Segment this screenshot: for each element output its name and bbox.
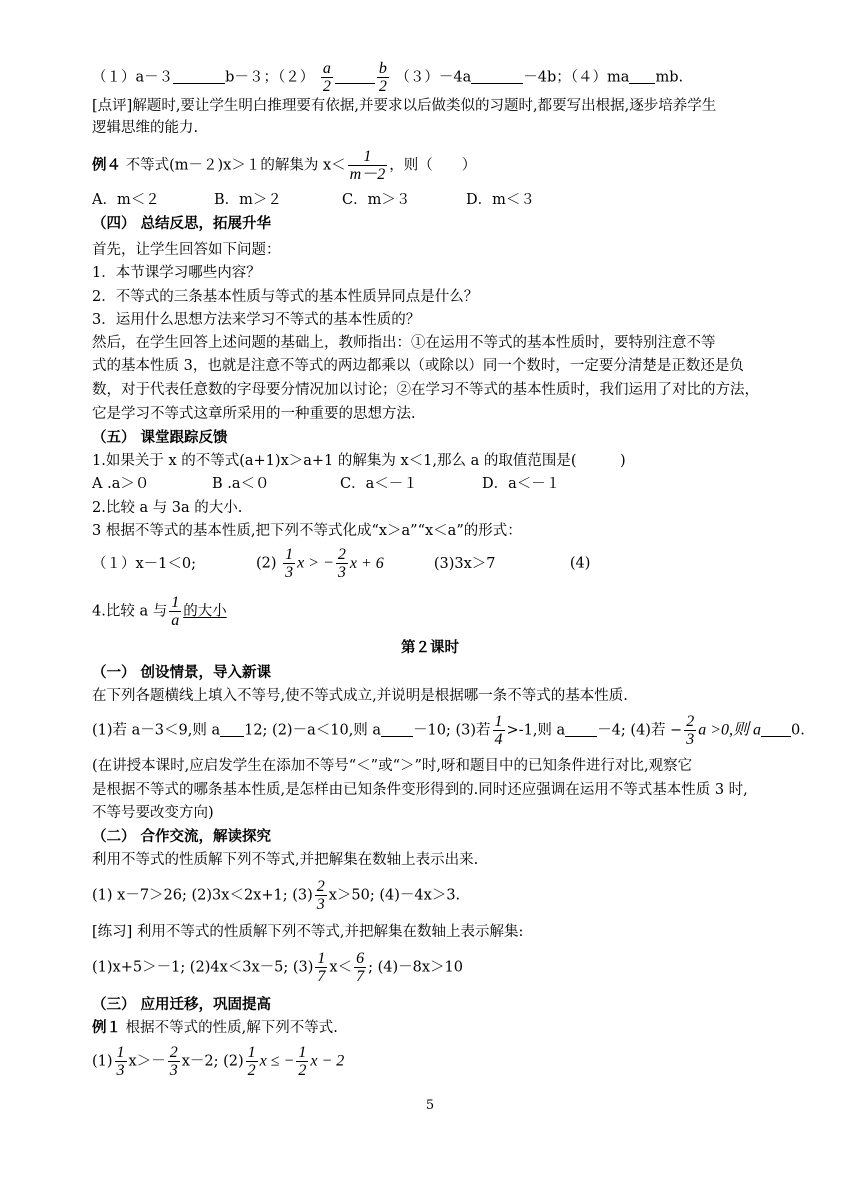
- text: （３）－4a: [395, 69, 472, 86]
- option-a: A．m＜２: [92, 192, 160, 208]
- fraction-1-over-a: $\frac{1}{a}$: [171, 594, 180, 629]
- text: 的大小: [183, 603, 227, 620]
- s1-note: 不等号要改变方向): [92, 805, 214, 821]
- fraction-2-3: $\frac{2}{3}$: [169, 1044, 178, 1079]
- fraction-b-over-2: $\frac{b}{2}$: [378, 60, 387, 95]
- sec4-line: 然后，在学生回答上述问题的基础上，教师指出：①在运用不等式的基本性质时，要特别注意不等: [92, 335, 716, 351]
- blank: [471, 69, 523, 84]
- option-b: B．m＞２: [214, 192, 282, 208]
- lesson-2-title: 第２课时: [401, 640, 459, 656]
- fill-blank-line-1: [92, 60, 683, 95]
- text: mb.: [655, 69, 684, 86]
- option-d: D．a＜－１: [482, 476, 561, 492]
- item-4: (4): [569, 555, 591, 572]
- item-3: (3)3x＞7: [433, 555, 496, 572]
- section-heading-5: （五） 课堂跟踪反馈: [92, 430, 228, 446]
- fraction-1-7: $\frac{1}{7}$: [317, 950, 326, 985]
- item-1: （１）x－1＜0;: [92, 555, 197, 572]
- s1-note: 是根据不等式的哪条基本性质,是怎样由已知条件变形得到的.同时还应强调在运用不等式基本性质 3 时,: [92, 782, 748, 798]
- practice-text: [练习] 利用不等式的性质解下列不等式,并把解集在数轴上表示解集:: [92, 924, 524, 940]
- fraction-1-2: $\frac{1}{2}$: [298, 1044, 307, 1079]
- example-tail: ，则（ ）: [389, 157, 477, 174]
- sec4-line: 首先，让学生回答如下问题：: [92, 242, 281, 258]
- blank: [335, 69, 375, 84]
- section-heading-3: （三） 应用迁移，巩固提高: [92, 997, 272, 1013]
- comment-line-2: 逻辑思维的能力.: [92, 120, 199, 136]
- sec4-line: 式的基本性质 3，也就是注意不等式的两边都乘以（或除以）同一个数时，一定要分清楚是正数还是负: [92, 358, 744, 374]
- comment-line-1: [点评]解题时,要让学生明白推理要有依据,并要求以后做类似的习题时,都要写出根据,逐步培养学生: [92, 98, 717, 114]
- text: －4b；（４）ma: [523, 69, 630, 86]
- example-4: [92, 148, 476, 183]
- feedback-1: 1.如果关于 x 的不等式(a+1)x＞a+1 的解集为 x＜1,那么 a 的取值范围是( ): [92, 453, 626, 469]
- option-c: C．m＞３: [342, 192, 411, 208]
- feedback-2: 2.比较 a 与 3a 的大小.: [92, 500, 243, 516]
- example-4-options: [92, 190, 535, 210]
- fraction-2-3: $\frac{2}{3}$: [316, 878, 325, 913]
- s1-exercises: (1)若 a－3＜9,则 a 12; (2)－a＜10,则 a －10; (3)若 $\frac{1}{4}$ >-1,则 a －4; (4)若 − $\frac{2}{3}$ a >0,则 a 0.: [92, 713, 805, 748]
- feedback-3-items: [92, 546, 590, 581]
- feedback-3: 3 根据不等式的基本性质,把下列不等式化成“x＞a”“x＜a”的形式：: [92, 523, 522, 539]
- practice-exercises: (1)x+5＞－1; (2)4x＜3x－5; (3) $\frac{1}{7}$ x＜ $\frac{6}{7}$ ; (4)－8x＞10: [92, 950, 463, 985]
- fraction-1-3: $\frac{1}{3}$: [285, 546, 294, 581]
- option-b: B .a＜０: [212, 476, 270, 492]
- text: （１）a－３: [92, 69, 174, 86]
- sec4-line: 1．本节课学习哪些内容？: [92, 265, 261, 281]
- feedback-4: [92, 594, 227, 629]
- expr: x > −: [297, 554, 334, 572]
- example-1: 例１ 根据不等式的性质,解下列不等式.: [92, 1020, 338, 1036]
- example-text: 不等式(m－２)x＞１的解集为 x＜: [125, 157, 346, 174]
- example-label: 例４: [92, 157, 121, 174]
- fraction-1-over-m-2: $\frac{1}{m-2}$: [349, 148, 386, 183]
- s2-text: 利用不等式的性质解下列不等式,并把解集在数轴上表示出来.: [92, 852, 479, 868]
- fraction-2-3: $\frac{2}{3}$: [337, 546, 346, 581]
- section-heading-1: （一） 创设情景，导入新课: [92, 665, 272, 681]
- fraction-6-7: $\frac{6}{7}$: [356, 950, 365, 985]
- section-heading-2: （二） 合作交流，解读探究: [92, 829, 272, 845]
- example-1-exercises: (1) $\frac{1}{3}$ x＞－ $\frac{2}{3}$ x－2; (2) $\frac{1}{2}$ x ≤ − $\frac{1}{2}$ x − 2: [92, 1044, 345, 1079]
- s2-exercises: (1) x－7＞26; (2)3x＜2x+1; (3) $\frac{2}{3}$ x＞50; (4)－4x＞3.: [92, 878, 461, 913]
- fraction-a-over-2: $\frac{a}{2}$: [322, 60, 331, 95]
- sec4-line: 它是学习不等式这章所采用的一种重要的思想方法.: [92, 406, 416, 422]
- expr: x + 6: [349, 554, 384, 572]
- sec4-line: 3．运用什么思想方法来学习不等式的基本性质的？: [92, 312, 421, 328]
- sec4-line: 2．不等式的三条基本性质与等式的基本性质异同点是什么？: [92, 289, 479, 305]
- fraction-1-2: $\frac{1}{2}$: [247, 1044, 256, 1079]
- blank: [629, 69, 655, 84]
- section-heading-4: （四） 总结反思，拓展升华: [92, 216, 272, 232]
- option-a: A .a＞０: [92, 476, 150, 492]
- sec4-line: 数，对于代表任意数的字母要分情况加以讨论；②在学习不等式的基本性质时，我们运用了对比的方法，: [92, 382, 759, 398]
- option-d: D．m＜３: [466, 192, 535, 208]
- s1-note: (在讲授本课时,应启发学生在添加不等号“＜”或“＞”时,呀和题目中的已知条件进行对比,观察它: [92, 758, 693, 774]
- item-2-label: (2): [256, 555, 277, 572]
- text: 4.比较 a 与: [92, 603, 168, 620]
- fraction-2-3: $\frac{2}{3}$: [686, 713, 695, 748]
- blank: [173, 69, 225, 84]
- fraction-1-3: $\frac{1}{3}$: [116, 1044, 125, 1079]
- feedback-1-options: [92, 474, 560, 494]
- fraction-1-4: $\frac{1}{4}$: [494, 713, 503, 748]
- page-number: 5: [425, 1098, 435, 1113]
- s1-text: 在下列各题横线上填入不等号,使不等式成立,并说明是根据哪一条不等式的基本性质.: [92, 688, 628, 704]
- text: b－３；（２）: [225, 69, 315, 86]
- option-c: C．a＜－１: [340, 476, 418, 492]
